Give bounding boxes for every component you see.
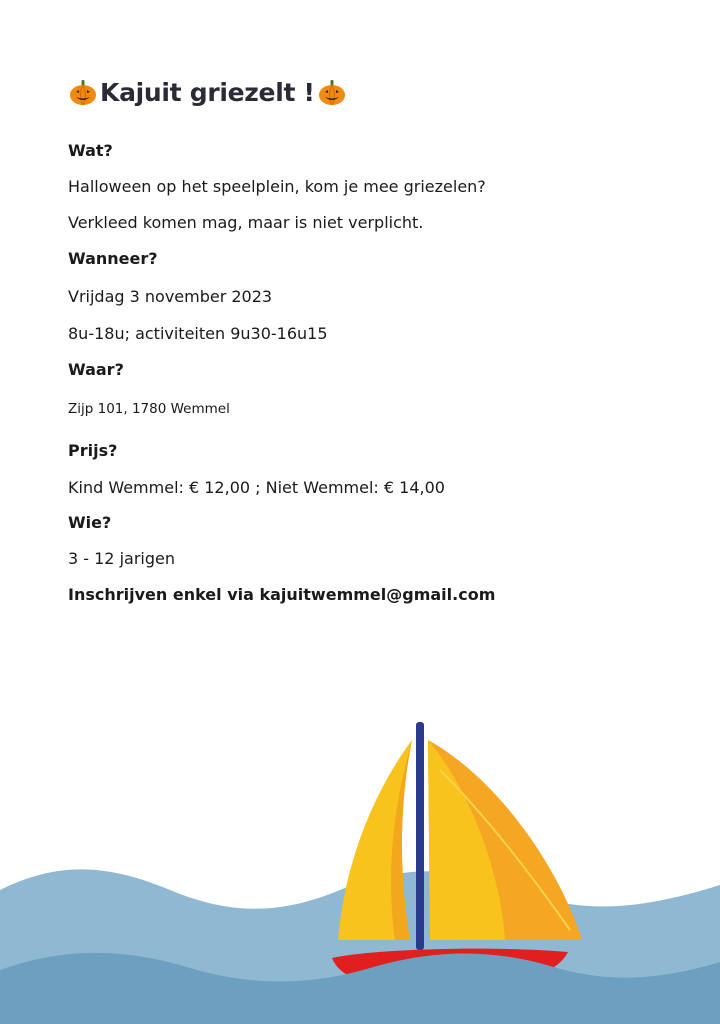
sailboat-illustration [0,700,720,1024]
prijs-heading: Prijs? [68,441,118,460]
wat-line-2: Verkleed komen mag, maar is niet verplicht. [68,213,424,232]
wie-text: 3 - 12 jarigen [68,549,175,568]
wat-heading: Wat? [68,141,113,160]
inschrijven-text: Inschrijven enkel via kajuitwemmel@gmail.com [68,585,496,604]
prijs-text: Kind Wemmel: € 12,00 ; Niet Wemmel: € 14,00 [68,478,445,497]
wat-line-1: Halloween op het speelplein, kom je mee griezelen? [68,177,486,196]
page-title [68,72,347,112]
title-text: Kajuit griezelt ! [100,77,315,107]
wanneer-heading: Wanneer? [68,249,158,268]
wanneer-date: Vrijdag 3 november 2023 [68,287,273,306]
pumpkin-icon [68,77,98,107]
waar-address: Zijp 101, 1780 Wemmel [68,401,230,417]
waar-heading: Waar? [68,360,124,379]
wanneer-hours: 8u-18u; activiteiten 9u30-16u15 [68,324,328,343]
pumpkin-icon [317,77,347,107]
mast [416,722,424,950]
wie-heading: Wie? [68,513,112,532]
